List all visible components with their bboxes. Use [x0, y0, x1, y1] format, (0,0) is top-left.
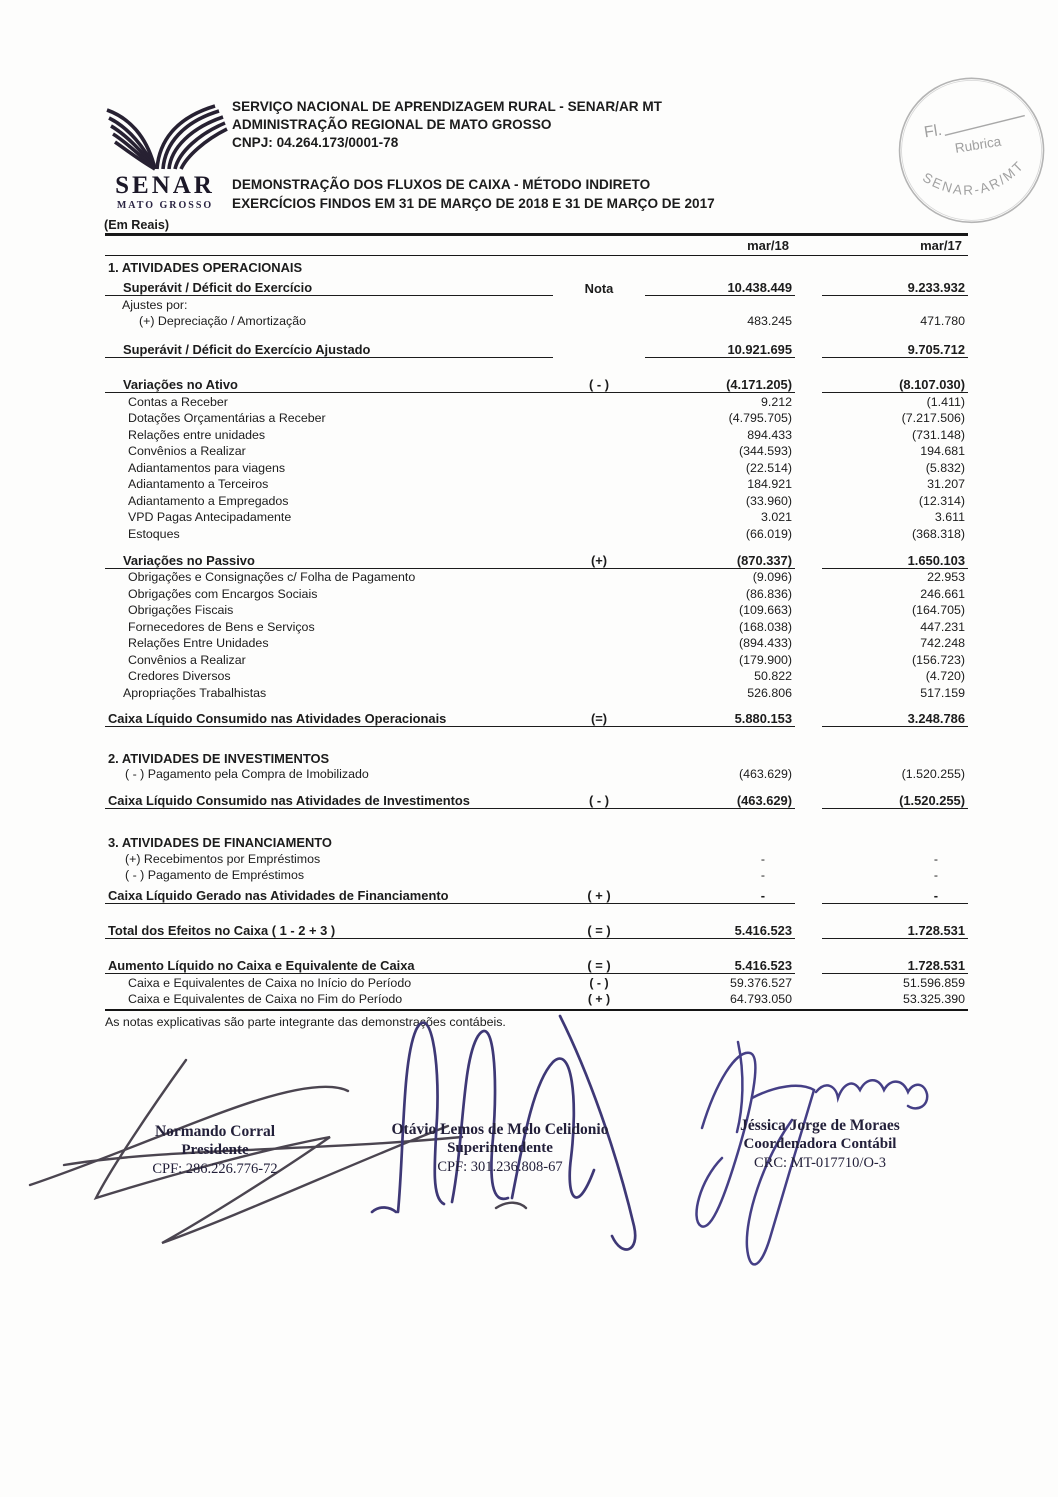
row-label: Obrigações Fiscais	[128, 603, 234, 617]
table-row	[105, 410, 968, 427]
cashflow-table	[105, 233, 968, 1029]
signature-block-superintendente	[355, 1120, 645, 1177]
table-row	[105, 788, 968, 809]
row-value: 184.921	[747, 477, 792, 491]
row-label: Convênios a Realizar	[128, 652, 246, 667]
signer-title: Presidente	[181, 1142, 249, 1158]
row-label: Contas a Receber	[128, 394, 228, 409]
table-row	[105, 275, 968, 296]
row-label: Adiantamentos para viagens	[128, 460, 286, 475]
row-value: (1.520.255)	[822, 793, 968, 809]
row-value: (463.629)	[738, 767, 792, 781]
signer-id: CPF: 301.236.808-67	[437, 1159, 563, 1175]
table-row	[105, 668, 968, 685]
document-title: DEMONSTRAÇÃO DOS FLUXOS DE CAIXA - MÉTODO INDIRETO	[232, 177, 651, 192]
row-value: (22.514)	[745, 460, 792, 475]
signer-title: Superintendente	[447, 1140, 553, 1156]
row-value: (156.723)	[911, 652, 965, 667]
table-row	[105, 256, 968, 275]
row-label: Estoques	[128, 526, 180, 541]
row-value: 471.780	[920, 314, 965, 328]
row-sign: ( - )	[553, 377, 645, 393]
row-label: Aumento Líquido no Caixa e Equivalente de Caixa	[105, 958, 553, 974]
table-row	[105, 618, 968, 635]
row-value: -	[933, 851, 938, 866]
row-value: (66.019)	[745, 526, 792, 541]
col-header-mar18: mar/18	[747, 238, 789, 253]
row-label: 2. ATIVIDADES DE INVESTIMENTOS	[108, 750, 330, 766]
table-row	[105, 974, 968, 991]
logo-subname: MATO GROSSO	[116, 200, 214, 211]
row-value: (344.593)	[738, 444, 792, 458]
row-label: 1. ATIVIDADES OPERACIONAIS	[108, 260, 303, 275]
table-header-row	[105, 233, 968, 256]
row-value: -	[822, 888, 968, 904]
row-label: Superávit / Déficit do Exercício	[105, 280, 553, 296]
row-label: Caixa e Equivalentes de Caixa no Fim do Período	[128, 992, 403, 1006]
row-label: Obrigações com Encargos Sociais	[128, 586, 318, 601]
row-value: 5.416.523	[645, 923, 795, 939]
row-value: 22.953	[927, 570, 965, 584]
row-sign: ( + )	[553, 888, 645, 904]
row-value: (731.148)	[911, 427, 965, 442]
logo-name: SENAR	[115, 172, 215, 199]
row-value: (12.314)	[918, 493, 965, 508]
stamp-fl-line	[944, 116, 1026, 136]
row-value: (86.836)	[745, 586, 792, 601]
table-row	[105, 525, 968, 542]
row-value: -	[760, 851, 765, 866]
table-gap	[105, 358, 968, 372]
row-value: 9.233.932	[822, 280, 968, 296]
row-value: 447.231	[920, 619, 965, 634]
signer-name: Jéssica Jorge de Moraes	[740, 1117, 900, 1134]
row-label: (+) Recebimentos por Empréstimos	[125, 851, 321, 866]
row-value: 51.596.859	[902, 975, 965, 990]
row-value: (4.795.705)	[728, 411, 792, 425]
row-value: 31.207	[927, 477, 965, 491]
table-row	[105, 883, 968, 904]
row-value: 742.248	[920, 636, 965, 650]
col-header-mar17: mar/17	[920, 238, 962, 253]
org-line-2: ADMINISTRAÇÃO REGIONAL DE MATO GROSSO	[232, 117, 552, 132]
stamp-fl-label: Fl.	[922, 121, 944, 142]
table-gap	[105, 939, 968, 953]
table-row	[105, 548, 968, 569]
table-row	[105, 337, 968, 358]
row-value: (5.832)	[925, 460, 965, 475]
row-label: Caixa Líquido Gerado nas Atividades de Financiamento	[105, 888, 553, 904]
signature-block-presidente	[80, 1122, 350, 1179]
row-label: Variações no Ativo	[105, 377, 553, 393]
unit-note: (Em Reais)	[104, 218, 170, 232]
table-row	[105, 747, 968, 766]
table-row	[105, 569, 968, 586]
row-value: (33.960)	[745, 493, 792, 508]
row-label: Ajustes por:	[122, 297, 188, 312]
row-value: 10.438.449	[645, 280, 795, 296]
row-label: Convênios a Realizar	[128, 444, 246, 458]
signature-block-contabil	[685, 1116, 955, 1173]
row-value: 53.325.390	[902, 992, 965, 1006]
row-label: Adiantamento a Empregados	[128, 493, 289, 508]
row-value: 5.416.523	[645, 958, 795, 974]
row-label: Dotações Orçamentárias a Receber	[128, 411, 326, 425]
table-row	[105, 509, 968, 526]
row-value: (870.337)	[645, 553, 795, 569]
row-sign: Nota	[584, 281, 614, 296]
table-bottom-rule	[105, 1009, 968, 1011]
row-label: VPD Pagas Antecipadamente	[128, 510, 292, 524]
row-value: (9.096)	[752, 570, 792, 584]
row-value: 246.661	[920, 586, 965, 601]
row-sign: ( - )	[553, 793, 645, 809]
row-label: Obrigações e Consignações c/ Folha de Pagamento	[128, 570, 416, 584]
stamp-rubrica-label: Rubrica	[953, 133, 1003, 156]
table-row	[105, 953, 968, 974]
row-value: -	[933, 868, 938, 882]
org-header	[232, 98, 662, 152]
row-value: 3.611	[934, 510, 965, 524]
signer-title: Coordenadora Contábil	[743, 1136, 897, 1152]
table-row	[105, 585, 968, 602]
row-value: 894.433	[747, 427, 792, 442]
row-sign: ( = )	[553, 923, 645, 939]
row-label: Total dos Efeitos no Caixa ( 1 - 2 + 3 )	[105, 923, 553, 939]
table-row	[105, 831, 968, 850]
row-label: Caixa Líquido Consumido nas Atividades Operacionais	[105, 711, 553, 727]
row-value: 517.159	[920, 685, 965, 700]
table-row	[105, 867, 968, 884]
row-label: Fornecedores de Bens e Serviços	[128, 619, 315, 634]
signer-id: CPF: 286.226.776-72	[152, 1161, 278, 1177]
row-value: 483.245	[747, 314, 792, 328]
row-sign: ( - )	[589, 975, 609, 990]
row-sign: ( + )	[587, 992, 611, 1006]
table-row	[105, 684, 968, 701]
row-value: (4.720)	[925, 669, 965, 683]
row-value: 1.728.531	[822, 923, 968, 939]
row-label: Relações entre unidades	[128, 427, 266, 442]
row-value: (164.705)	[911, 603, 965, 617]
table-row	[105, 296, 968, 313]
table-gap	[105, 329, 968, 337]
row-value: 9.212	[760, 394, 792, 409]
table-row	[105, 492, 968, 509]
row-value: -	[645, 888, 795, 904]
table-row	[105, 443, 968, 460]
table-row	[105, 372, 968, 393]
table-row	[105, 918, 968, 939]
row-sign: ( = )	[553, 958, 645, 974]
row-value: (179.900)	[738, 652, 792, 667]
org-line-1: SERVIÇO NACIONAL DE APRENDIZAGEM RURAL - SENAR/AR MT	[232, 99, 662, 114]
row-value: (368.318)	[911, 526, 965, 541]
document-subtitle: EXERCÍCIOS FINDOS EM 31 DE MARÇO DE 2018 E 31 DE MARÇO DE 2017	[232, 196, 715, 211]
table-row	[105, 602, 968, 619]
row-value: (168.038)	[738, 619, 792, 634]
row-value: 59.376.527	[729, 975, 792, 990]
row-sign: (=)	[553, 711, 645, 727]
table-row	[105, 850, 968, 867]
row-value: 526.806	[747, 685, 792, 700]
rubrica-stamp	[878, 56, 1058, 250]
row-value: (1.520.255)	[901, 767, 965, 781]
row-value: 1.728.531	[822, 958, 968, 974]
signer-name: Otávio Lemos de Melo Celidonio	[391, 1121, 609, 1138]
table-row	[105, 706, 968, 727]
row-label: Relações Entre Unidades	[128, 636, 269, 650]
stamp-arc-text: SENAR-AR/MT	[920, 157, 1028, 198]
table-gap	[105, 727, 968, 747]
row-label: Credores Diversos	[128, 669, 231, 683]
table-row	[105, 313, 968, 330]
row-sign: (+)	[553, 553, 645, 569]
table-row	[105, 476, 968, 493]
row-label: ( - ) Pagamento de Empréstimos	[125, 868, 305, 882]
table-row	[105, 766, 968, 783]
table-rows	[105, 256, 968, 1007]
table-row	[105, 991, 968, 1008]
row-value: 10.921.695	[645, 342, 795, 358]
signer-id: CRC: MT-017710/O-3	[754, 1155, 886, 1171]
row-value: (109.663)	[738, 603, 792, 617]
row-label: ( - ) Pagamento pela Compra de Imobilizado	[125, 767, 369, 781]
row-label: Caixa Líquido Consumido nas Atividades de Investimentos	[105, 793, 553, 809]
signer-name: Normando Corral	[154, 1123, 276, 1140]
row-value: 50.822	[754, 669, 792, 683]
row-label: Apropriações Trabalhistas	[123, 685, 267, 700]
row-value: (463.629)	[645, 793, 795, 809]
table-row	[105, 651, 968, 668]
row-value: 194.681	[920, 444, 965, 458]
table-gap	[105, 904, 968, 918]
row-value: (8.107.030)	[822, 377, 968, 393]
row-label: Variações no Passivo	[105, 553, 553, 569]
document-title-block	[232, 175, 715, 213]
row-value: -	[760, 868, 765, 882]
row-label: (+) Depreciação / Amortização	[139, 314, 307, 328]
row-label: Superávit / Déficit do Exercício Ajustado	[105, 342, 553, 358]
row-label: Caixa e Equivalentes de Caixa no Início do Período	[128, 975, 412, 990]
row-value: (7.217.506)	[901, 411, 965, 425]
table-gap	[105, 809, 968, 831]
row-value: 5.880.153	[645, 711, 795, 727]
row-value: 9.705.712	[822, 342, 968, 358]
row-label: Adiantamento a Terceiros	[128, 477, 269, 491]
row-value: 3.248.786	[822, 711, 968, 727]
senar-logo	[103, 96, 231, 214]
row-value: (1.411)	[926, 394, 965, 409]
row-value: (4.171.205)	[645, 377, 795, 393]
table-row	[105, 635, 968, 652]
table-row	[105, 426, 968, 443]
row-value: 64.793.050	[729, 992, 792, 1006]
table-row	[105, 459, 968, 476]
row-value: (894.433)	[738, 636, 792, 650]
org-line-3: CNPJ: 04.264.173/0001-78	[232, 135, 399, 150]
row-value: 3.021	[760, 510, 792, 524]
row-label: 3. ATIVIDADES DE FINANCIAMENTO	[108, 835, 332, 850]
table-row	[105, 393, 968, 410]
row-value: 1.650.103	[822, 553, 968, 569]
footnote: As notas explicativas são parte integrante das demonstrações contábeis.	[105, 1015, 506, 1029]
logo-arcs	[107, 106, 227, 169]
